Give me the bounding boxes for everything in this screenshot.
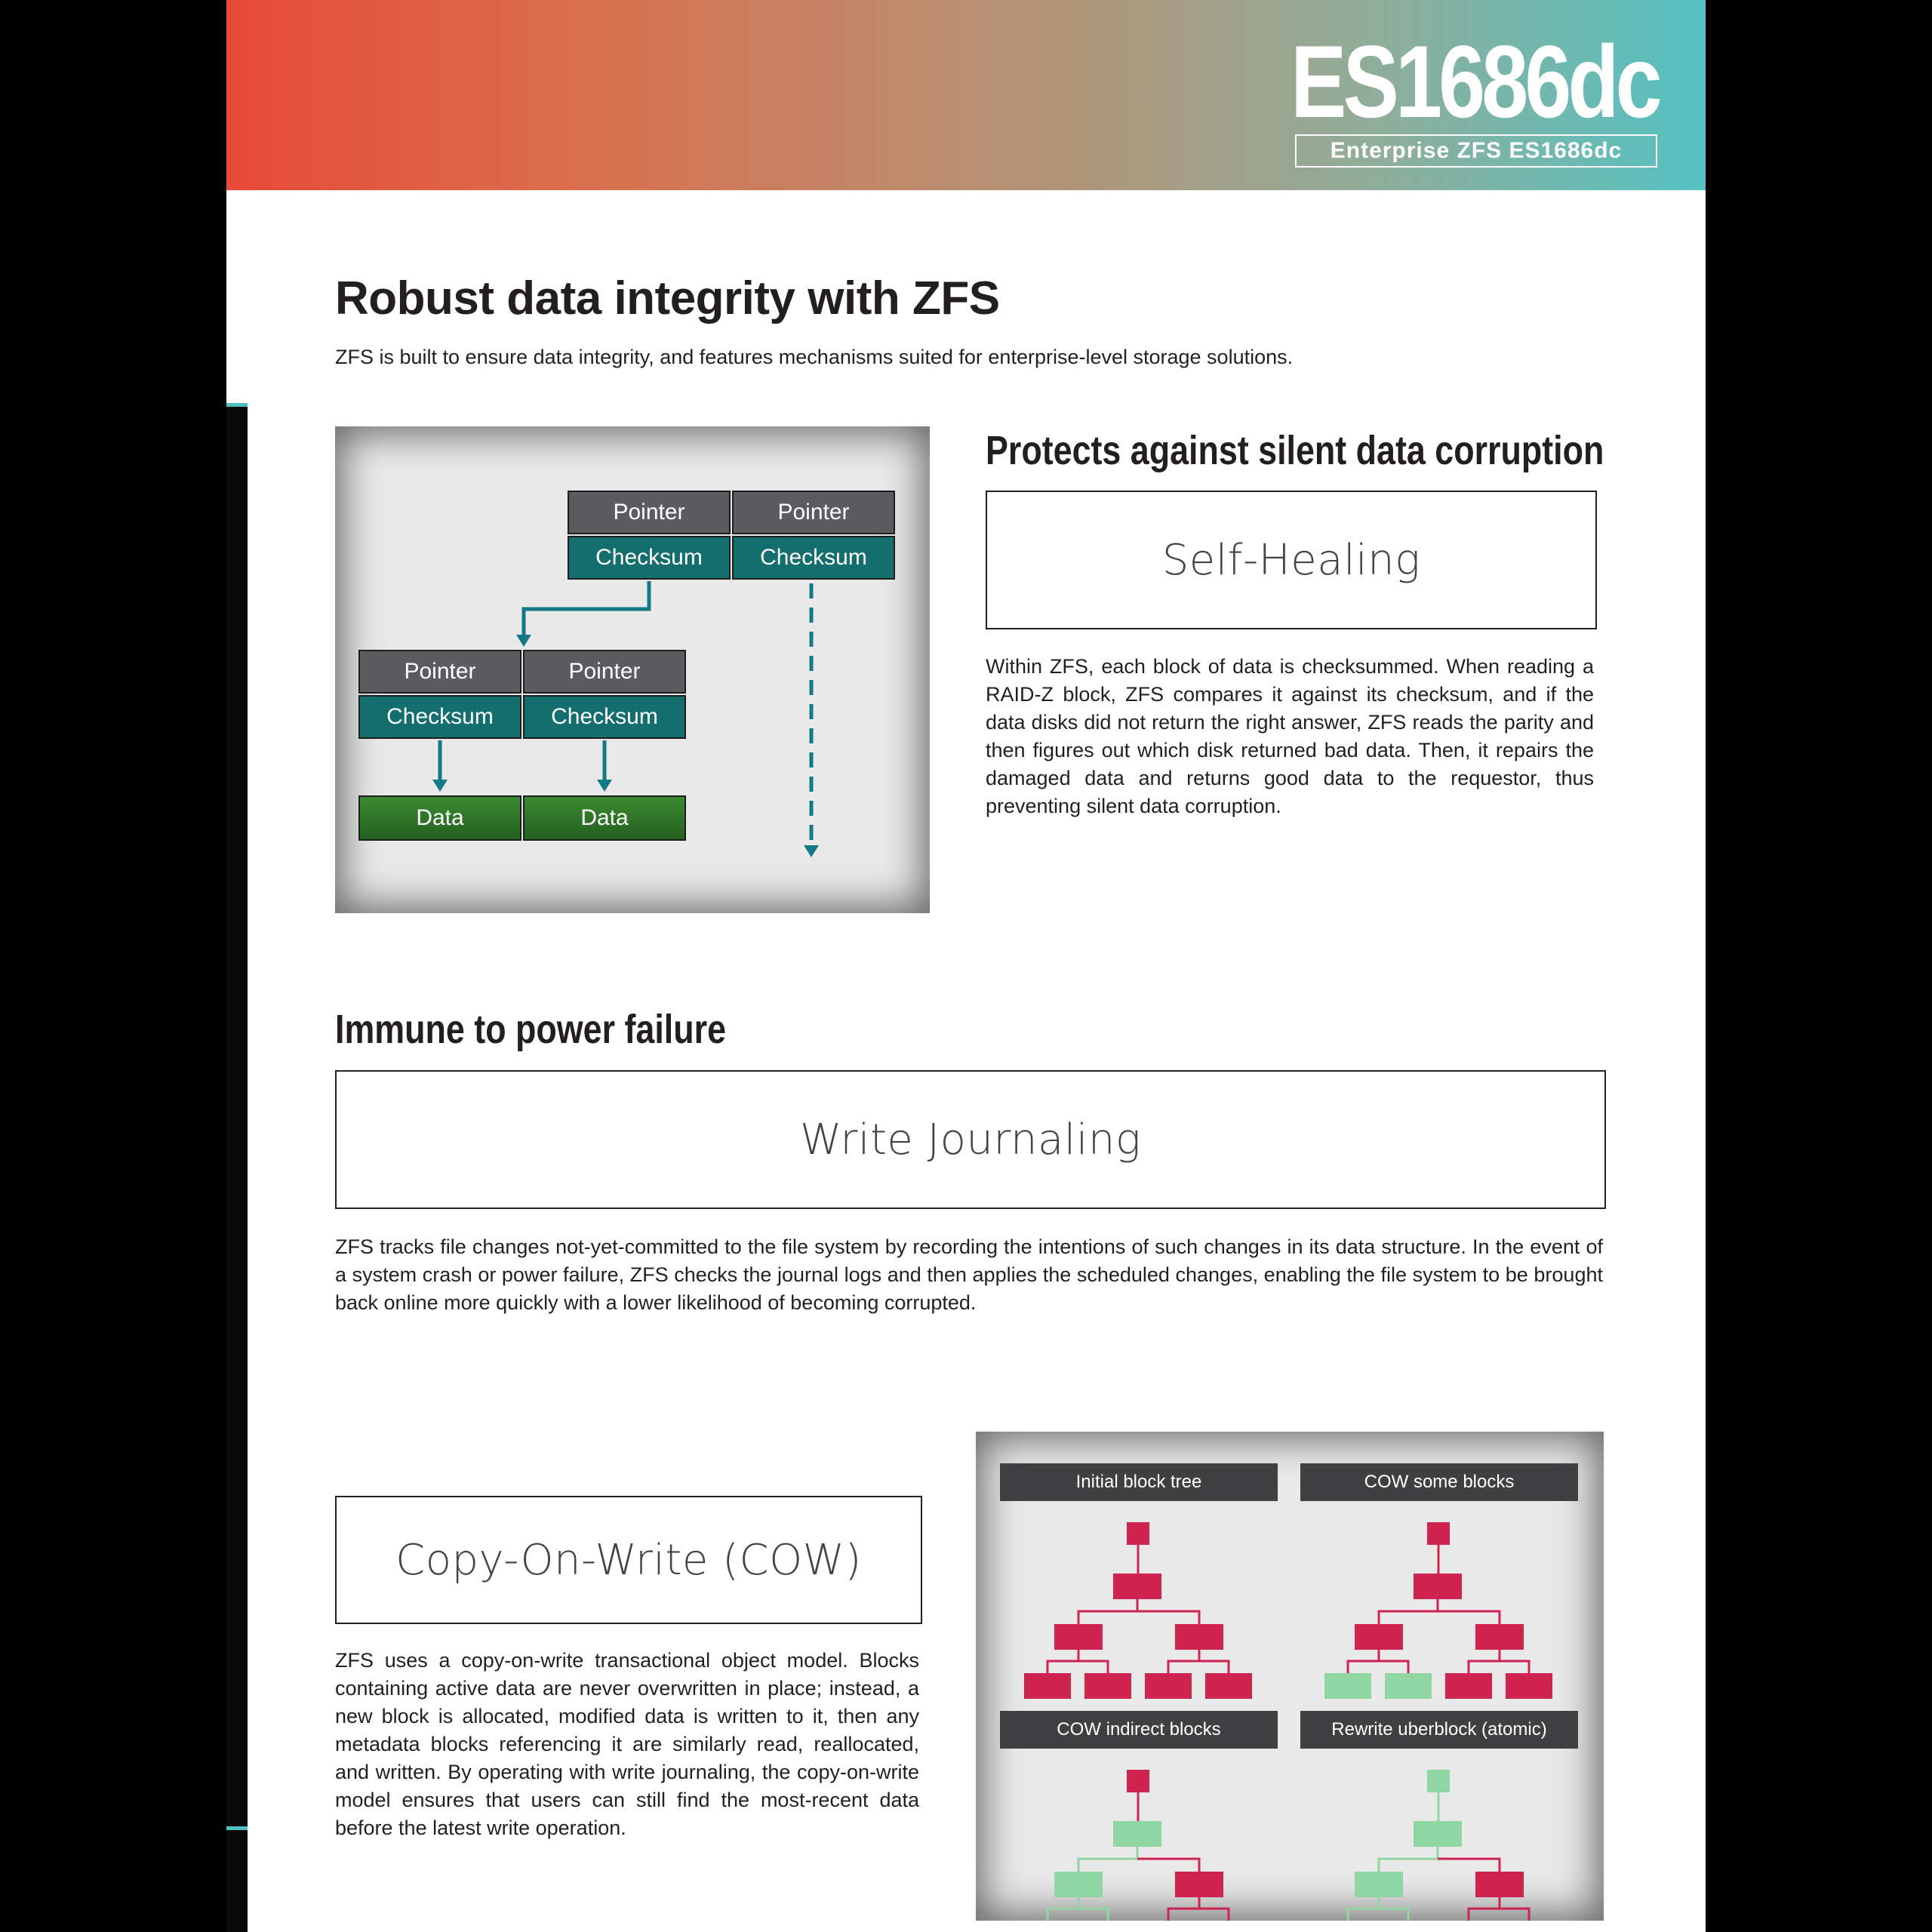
tree-connector [1379, 1909, 1408, 1921]
tree-connector [1500, 1661, 1529, 1673]
uberblock [1127, 1522, 1149, 1545]
self-healing-label-box: Self-Healing [986, 491, 1597, 629]
arrow-top-to-mid [524, 581, 649, 636]
indirect-block [1113, 1821, 1161, 1847]
indirect-block [1414, 1821, 1462, 1847]
cow-panel-title: COW some blocks [1300, 1463, 1578, 1501]
tree-connector [1348, 1650, 1379, 1673]
self-healing-body: Within ZFS, each block of data is checksummed. When reading a RAID-Z block, ZFS compares it against its checksum, and if the data disks did not return the right answer, ZFS reads the parity and then figures out which disk returned bad data. Then, it repairs the damaged data and returns good data to the requestor, thus preventing silent data corruption. [986, 655, 1594, 817]
indirect-block [1175, 1872, 1223, 1897]
tree-connector [1348, 1897, 1379, 1921]
data-block [1205, 1673, 1252, 1699]
indirect-block [1355, 1624, 1403, 1650]
indirect-block [1175, 1624, 1223, 1650]
checksum-block: Checksum [732, 536, 895, 580]
tree-connector [1137, 1611, 1199, 1624]
indirect-block [1054, 1624, 1103, 1650]
tree-connector [1048, 1650, 1078, 1673]
pointer-block: Pointer [732, 491, 895, 534]
self-healing-diagram [335, 426, 930, 913]
datasheet-page [226, 0, 1706, 1932]
edge-accent-bottom [226, 1826, 248, 1830]
checksum-block: Checksum [523, 695, 686, 739]
tree-connector [1168, 1650, 1199, 1673]
uberblock [1427, 1770, 1450, 1792]
page-title: Robust data integrity with ZFS [335, 272, 1000, 325]
tree-connector [1438, 1859, 1500, 1872]
tree-connector [1500, 1909, 1529, 1921]
cow-block-trees [976, 1432, 1604, 1921]
cow-panel-title: Initial block tree [1000, 1463, 1278, 1501]
cow-panel-title: Rewrite uberblock (atomic) [1300, 1711, 1578, 1749]
tree-connector [1078, 1847, 1137, 1872]
tree-connector [1438, 1611, 1500, 1624]
uberblock [1127, 1770, 1149, 1792]
self-healing-heading: Protects against silent data corruption [986, 428, 1604, 473]
model-subtitle: Enterprise ZFS ES1686dc [1295, 134, 1657, 168]
tree-connector [1379, 1599, 1438, 1624]
model-name: ES1686dc [1291, 24, 1659, 139]
cow-diagram [976, 1432, 1604, 1921]
write-journaling-label-box: Write Journaling [335, 1070, 1606, 1209]
indirect-block [1475, 1624, 1524, 1650]
diagram-arrows [335, 426, 930, 913]
data-block: Data [358, 795, 521, 841]
tree-connector [1469, 1897, 1500, 1921]
tree-connector [1199, 1661, 1229, 1673]
tree-connector [1078, 1661, 1108, 1673]
tree-connector [1199, 1909, 1229, 1921]
indirect-block [1113, 1574, 1161, 1599]
checksum-block: Checksum [358, 695, 521, 739]
data-block [1445, 1673, 1492, 1699]
checksum-block: Checksum [568, 536, 731, 580]
pointer-block: Pointer [358, 650, 521, 694]
cow-panel-title: COW indirect blocks [1000, 1711, 1278, 1749]
pointer-block: Pointer [523, 650, 686, 694]
header-banner [226, 0, 1706, 190]
uberblock [1427, 1522, 1450, 1545]
edge-accent-top [226, 403, 248, 407]
data-block: Data [523, 795, 686, 841]
tree-connector [1379, 1847, 1438, 1872]
cow-body: ZFS uses a copy-on-write transactional object model. Blocks containing active data are never overwritten in place; instead, a new block is allocated, modified data is written to it, then any metadata blocks referencing it are similarly read, reallocated, and written. By operating with write journaling, the copy-on-write model ensures that users can still find the most-recent data before the latest write operation. [335, 1649, 919, 1839]
power-failure-body: ZFS tracks file changes not-yet-committed to the file system by recording the intentions of such changes in its data structure. In the event of a system crash or power failure, ZFS checks the journal logs and then applies the scheduled changes, enabling the file system to be brought back online more quickly with a lower likelihood of becoming corrupted. [335, 1235, 1603, 1314]
data-block [1024, 1673, 1071, 1699]
tree-connector [1078, 1909, 1108, 1921]
tree-connector [1168, 1897, 1199, 1921]
page-edge-shadow [226, 406, 248, 1932]
indirect-block [1355, 1872, 1403, 1897]
data-block [1324, 1673, 1371, 1699]
indirect-block [1475, 1872, 1524, 1897]
indirect-block [1414, 1574, 1462, 1599]
pointer-block: Pointer [568, 491, 731, 534]
data-block [1385, 1673, 1432, 1699]
data-block [1084, 1673, 1131, 1699]
tree-connector [1078, 1599, 1137, 1624]
tree-connector [1469, 1650, 1500, 1673]
intro-text: ZFS is built to ensure data integrity, and features mechanisms suited for enterprise-level storage solutions. [335, 346, 1294, 368]
power-failure-heading: Immune to power failure [335, 1007, 726, 1052]
cow-label-box: Copy-On-Write (COW) [335, 1496, 922, 1624]
tree-connector [1137, 1859, 1199, 1872]
tree-connector [1048, 1897, 1078, 1921]
data-block [1506, 1673, 1552, 1699]
indirect-block [1054, 1872, 1103, 1897]
data-block [1145, 1673, 1192, 1699]
tree-connector [1379, 1661, 1408, 1673]
